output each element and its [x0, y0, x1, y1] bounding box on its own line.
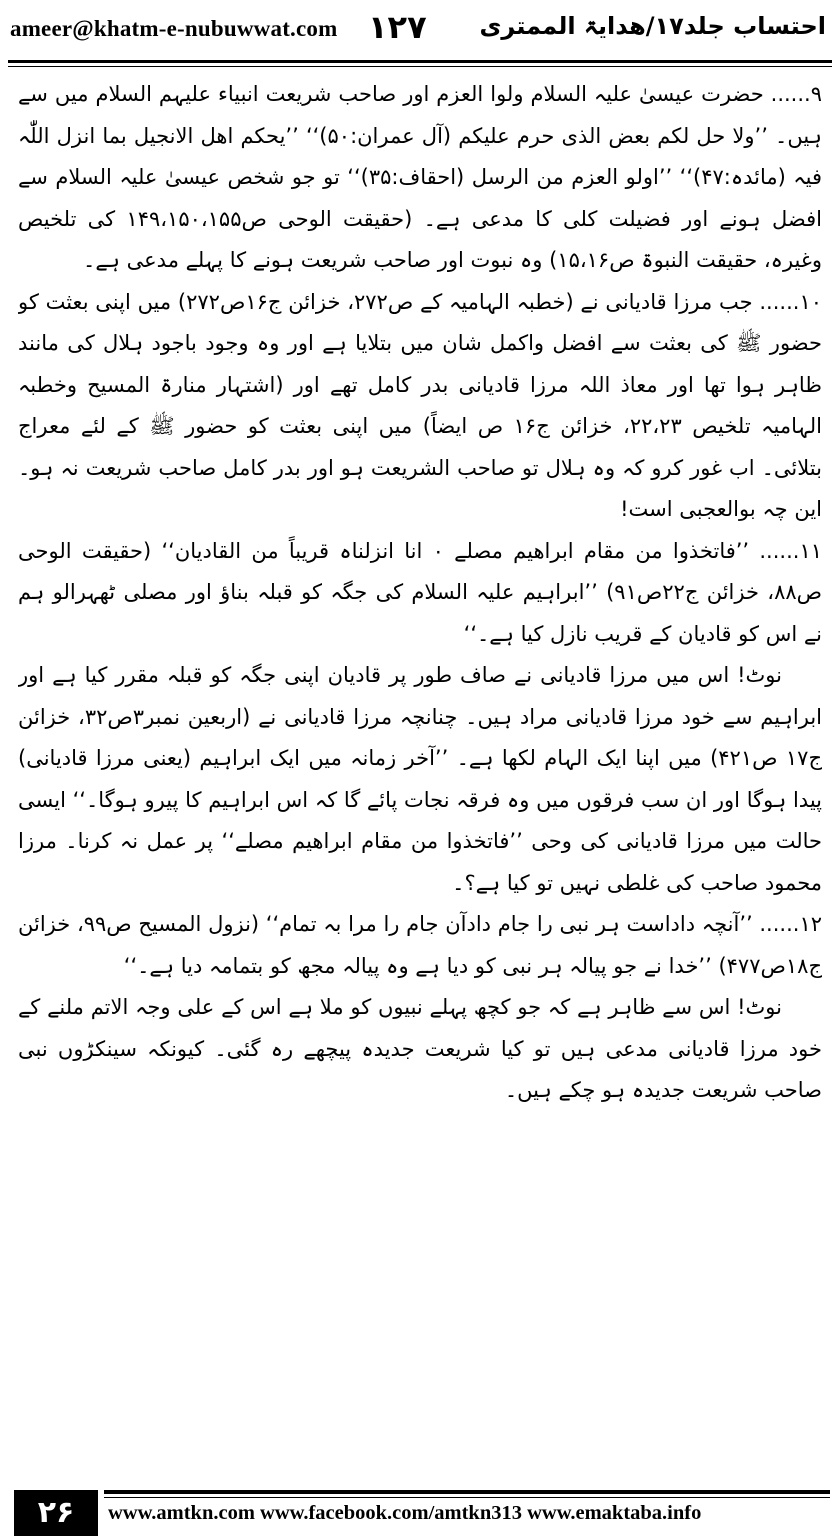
footer-page-number: ۲۶: [14, 1490, 98, 1536]
header-rule-thick: [8, 60, 832, 63]
paragraph-9: ۹...... حضرت عیسیٰ علیہ السلام ولوا العزم اور صاحب شریعت انبیاء علیہم السلام میں سے ہیں۔ ’’ولا حل لکم بعض الذی حرم علیکم (آل عمران:۵۰)‘‘ ’’یحکم اھل الانجیل بما انزل اللّٰہ فیہ (مائدہ:۴۷)‘‘ ’’اولو العزم من الرسل (احقاف:۳۵)‘‘ تو جو شخص عیسیٰ علیہ السلام سے افضل ہونے اور فضیلت کلی کا مدعی ہے۔ (حقیقت الوحی ص۱۴۹،۱۵۰،۱۵۵ کی تلخیص وغیرہ، حقیقت النبوۃ ص۱۵،۱۶) وہ نبوت اور صاحب شریعت ہونے کا پہلے مدعی ہے۔: [18, 82, 822, 272]
footer-rule-thick: [104, 1490, 830, 1494]
footer-website-links[interactable]: www.amtkn.com www.facebook.com/amtkn313 www.emaktaba.info: [108, 1502, 702, 1524]
header-book-title: احتساب جلد۱۷/ھدایۃ الممتری: [479, 12, 826, 40]
header-email[interactable]: ameer@khatm-e-nubuwwat.com: [10, 16, 338, 41]
note-paragraph-11: نوٹ! اس میں مرزا قادیانی نے صاف طور پر قادیان اپنی جگہ کو قبلہ مقرر کیا ہے اور ابراہیم سے خود مرزا قادیانی مراد ہیں۔ چنانچہ مرزا قادیانی نے (اربعین نمبر۳ص۳۲، خزائن ج۱۷ ص۴۲۱) میں اپنا ایک الہام لکھا ہے۔ ’’آخر زمانہ میں ایک ابراہیم (یعنی مرزا قادیانی) پیدا ہوگا اور ان سب فرقوں میں وہ فرقہ نجات پائے گا کہ اس ابراہیم کا پیرو ہوگا۔‘‘ ایسی حالت میں مرزا قادیانی کی وحی ’’فاتخذوا من مقام ابراھیم مصلے‘‘ پر عمل نہ کرنا۔ مرزا محمود صاحب کی غلطی نہیں تو کیا ہے؟۔: [18, 663, 822, 895]
paragraph-12: ۱۲...... ’’آنچہ داداست ہر نبی را جام دادآن جام را مرا بہ تمام‘‘ (نزول المسیح ص۹۹، خزائن ج۱۸ص۴۷۷) ’’خدا نے جو پیالہ ہر نبی کو دیا ہے وہ پیالہ مجھ کو بتمامہ دیا ہے۔‘‘: [18, 912, 822, 978]
page-footer: [0, 1482, 840, 1540]
footer-rule-thin: [104, 1497, 830, 1498]
page-body: [18, 74, 822, 1436]
paragraph-11: ۱۱...... ’’فاتخذوا من مقام ابراھیم مصلے ۰ انا انزلناہ قریباً من القادیان‘‘ (حقیقت الوحی ص۸۸، خزائن ج۲۲ص۹۱) ’’ابراہیم علیہ السلام کی جگہ کو قبلہ بناؤ اور مصلی ٹھہرالو ہم نے اس کو قادیان کے قریب نازل کیا ہے۔‘‘: [18, 538, 822, 646]
note-paragraph-12: نوٹ! اس سے ظاہر ہے کہ جو کچھ پہلے نبیوں کو ملا ہے اس کے علی وجہ الاتم ملنے کے خود مرزا قادیانی مدعی ہیں تو کیا شریعت جدیدہ پیچھے رہ گئی۔ کیونکہ سینکڑوں نبی صاحب شریعت جدیدہ ہو چکے ہیں۔: [18, 995, 822, 1102]
header-page-number: ۱۲۷: [368, 8, 427, 46]
header-rule-thin: [8, 66, 832, 67]
paragraph-10: ۱۰...... جب مرزا قادیانی نے (خطبہ الہامیہ کے ص۲۷۲، خزائن ج۱۶ص۲۷۲) میں اپنی بعثت کو حضور ﷺ کی بعثت سے افضل واکمل شان میں بتلایا ہے اور وہ وجود باجود ہلال کی مانند ظاہر ہوا تھا اور معاذ اللہ مرزا قادیانی بدر کامل تھے اور (اشتہار منارۃ المسیح وخطبہ الہامیہ تلخیص ۲۲،۲۳، خزائن ج۱۶ ص ایضاً) میں اپنی بعثت کو حضور ﷺ کے لئے معراج بتلائی۔ اب غور کرو کہ وہ ہلال تو صاحب الشریعت ہو اور بدر کامل صاحب شریعت نہ ہو۔ این چہ بوالعجبی است!: [18, 289, 822, 521]
page-header: [0, 0, 840, 60]
